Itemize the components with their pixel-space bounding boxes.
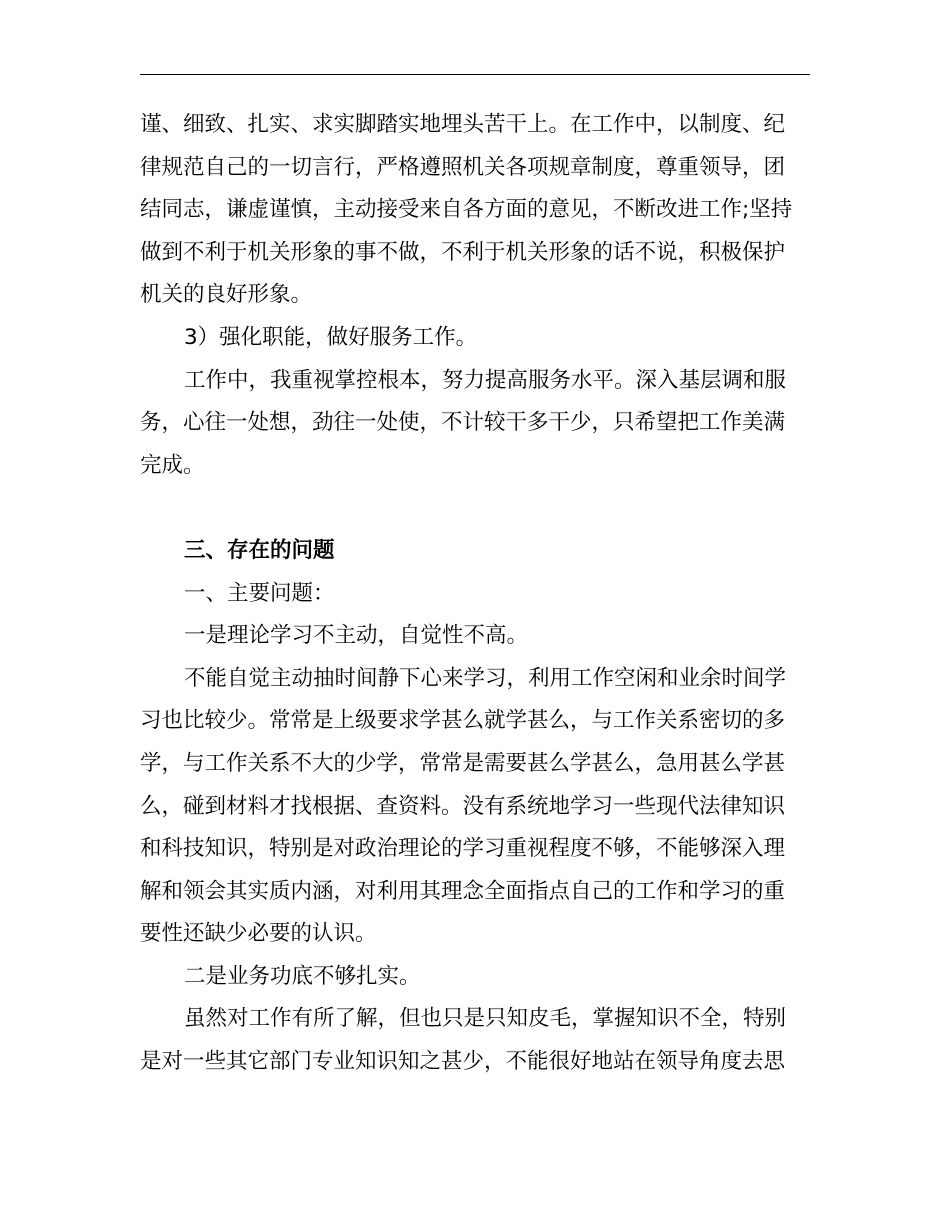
body-line: 完成。 <box>140 452 205 478</box>
body-line: 不能自觉主动抽时间静下心来学习，利用工作空闲和业余时间学 <box>184 665 787 691</box>
body-line: 学，与工作关系不大的少学，常常是需要甚么学甚么，急用甚么学甚 <box>140 750 786 776</box>
body-line: 虽然对工作有所了解，但也只是只知皮毛，掌握知识不全，特别 <box>184 1006 787 1032</box>
issue-heading: 一是理论学习不主动，自觉性不高。 <box>184 623 529 649</box>
body-line: 结同志，谦虚谨慎，主动接受来自各方面的意见，不断改进工作;坚持 <box>140 197 793 223</box>
header-rule <box>140 74 810 75</box>
body-line: 谨、细致、扎实、求实脚踏实地埋头苦干上。在工作中，以制度、纪 <box>140 112 786 137</box>
body-line: 律规范自己的一切言行，严格遵照机关各项规章制度，尊重领导，团 <box>140 154 786 180</box>
body-line: 和科技知识，特别是对政治理论的学习重视程度不够，不能够深入理 <box>140 836 786 862</box>
subsection-heading: 一、主要问题： <box>184 580 335 606</box>
issue-heading: 二是业务功底不够扎实。 <box>184 963 421 989</box>
body-line: 做到不利于机关形象的事不做，不利于机关形象的话不说，积极保护 <box>140 239 786 265</box>
section-heading: 三、存在的问题 <box>184 537 335 563</box>
body-line: 是对一些其它部门专业知识知之甚少，不能很好地站在领导角度去思 <box>140 1049 786 1075</box>
body-line: 解和领会其实质内涵，对利用其理念全面指点自己的工作和学习的重 <box>140 878 786 904</box>
body-line: 务，心往一处想，劲往一处使，不计较干多干少，只希望把工作美满 <box>140 410 786 436</box>
body-line: 么，碰到材料才找根据、查资料。没有系统地学习一些现代法律知识 <box>140 793 786 819</box>
subsection-heading: 3）强化职能，做好服务工作。 <box>184 324 478 350</box>
section-spacer <box>140 487 820 530</box>
body-line: 工作中，我重视掌控根本，努力提高服务水平。深入基层调和服 <box>184 367 787 393</box>
body-line: 机关的良好形象。 <box>140 282 313 308</box>
body-line: 习也比较少。常常是上级要求学甚么就学甚么，与工作关系密切的多 <box>140 708 786 734</box>
body-line: 要性还缺少必要的认识。 <box>140 921 377 947</box>
document-body <box>140 104 820 1084</box>
